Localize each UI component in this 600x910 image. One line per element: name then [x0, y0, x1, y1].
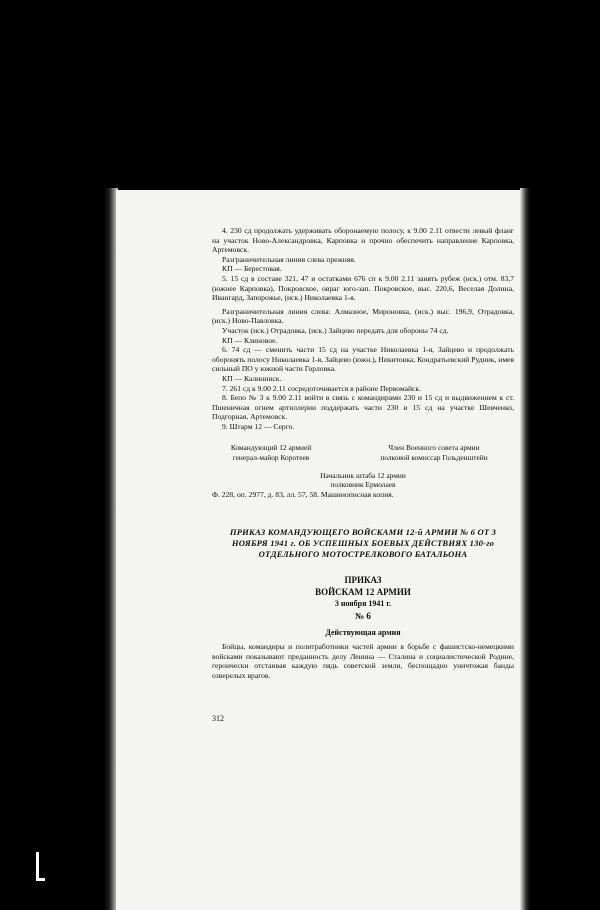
order-title: ПРИКАЗ — [344, 575, 382, 586]
signature-commander: Командующий 12 армией генерал-майор Коротеев — [230, 443, 312, 463]
order-date: 3 ноября 1941 г. — [334, 599, 392, 609]
order-paragraph: Бойцы, командиры и политработники частей армии в борьбе с фашистско-немецкими войсками показывают преданность делу Ленина — Сталина и социалистической Родине, героически отстаивая каждую пядь советской земли, беспощадно уничтожая банды озверелых врагов. — [212, 642, 514, 680]
paragraph-6: 6. 74 сд — сменить части 15 сд на участке Николаевка 1-я, Зайцево и продолжать оборонять полосу Николаевка 1-я, Зайцево (южн.), Никитовка, Кондратьевский Рудник, имея сильный ПО у южной части Горловка. — [212, 345, 514, 374]
paragraph-4: 4. 230 сд продолжать удерживать оборонаемую полосу, к 9.00 2.11 отвести левый фланг на участок Ново-Александровка, Карповка и прочно обеспечить направление Карповка, Артемовск. — [212, 226, 514, 255]
document-heading: ПРИКАЗ КОМАНДУЮЩЕГО ВОЙСКАМИ 12-й АРМИИ № 6 ОТ 3 НОЯБРЯ 1941 г. ОБ УСПЕШНЫХ БОЕВЫХ ДЕЙСТВИЯХ 130-го ОТДЕЛЬНОГО МОТОСТРЕЛКОВОГО БАТАЛЬОНА — [229, 527, 497, 560]
command-post-3: КП — Калининск. — [222, 373, 282, 383]
boundary-line-2: Разграничительная линия слева: Алмазное, Мироновка, (иск.) выс. 196,9, Отрадовка, (иск.) Ново-Павловка. — [212, 306, 514, 326]
signature-council-member: Член Военного совета армии полковой комиссар Гольденштейн — [380, 443, 488, 463]
scan-corner-mark — [36, 852, 45, 881]
order-number: № 6 — [355, 611, 371, 622]
document-body — [212, 226, 514, 680]
command-post-1: КП — Берестовая. — [222, 264, 282, 274]
page-number: 312 — [212, 714, 224, 723]
order-subtitle: ВОЙСКАМ 12 АРМИИ — [315, 587, 411, 598]
command-post-2: КП — Клиновое. — [222, 335, 278, 345]
paragraph-8: 8. Бепо № 3 к 9.00 2.11 войти в связь с командирами 230 и 15 сд и выдвижением к ст. Пшеничная огнем артиллерии поддержать части 230 и 15 сд на участке Шевченко, Подгорная, Артемовск. — [212, 393, 514, 422]
paragraph-7: 7. 261 сд к 9.00 2.11 сосредоточивается в районе Первомайск. — [222, 383, 421, 393]
boundary-line-1: Разграничительная линия слева прежняя. — [222, 254, 356, 264]
signature-chief-of-staff: Начальник штаба 12 армии полковник Ермолаев — [320, 470, 406, 490]
order-unit: Действующая армия — [325, 628, 401, 638]
scan-right-edge — [520, 188, 530, 910]
archive-reference: Ф. 228, оп. 2977, д. 83, лл. 57, 58. Машинописная копия. — [212, 489, 394, 499]
paragraph-5: 5. 15 сд в составе 321, 47 и остатками 676 сп к 9.00 2.11 занять рубеж (иск.) отм. 83,7 (южнее Карповка), Покровское, овраг юго-зап. Покровское, выс. 220,6, Веселая Долина, Ивангард, Запорожье, (иск.) Николаевка 1-я. — [212, 273, 514, 303]
signature-row — [212, 443, 514, 462]
paragraph-9: 9. Штарм 12 — Серго. — [222, 421, 295, 431]
sector-transfer: Участок (иск.) Отрадовка, (иск.) Зайцево передать для обороны 74 сд. — [222, 325, 449, 335]
